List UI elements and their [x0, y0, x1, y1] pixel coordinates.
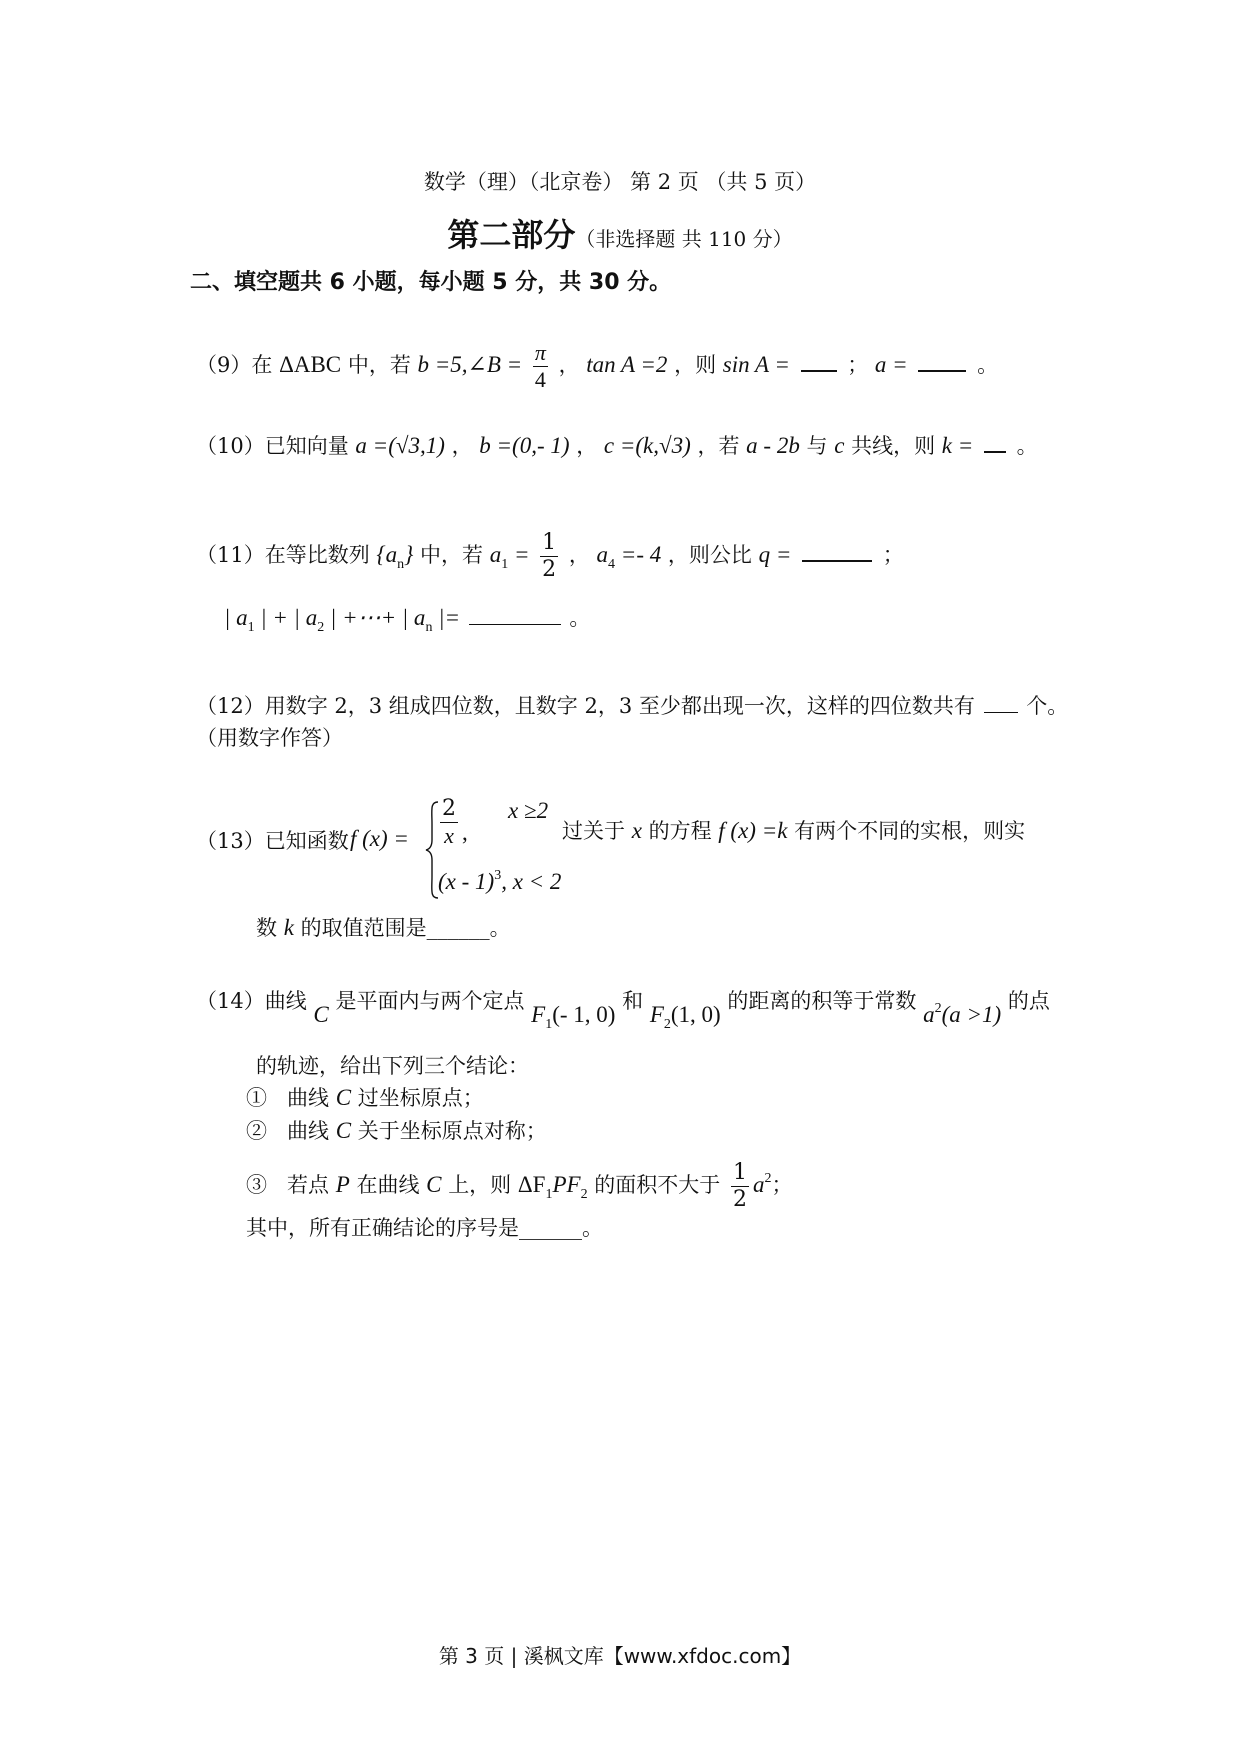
- page-footer: 第 3 页 | 溪枫文库【www.xfdoc.com】: [438, 1644, 802, 1668]
- q14-c2-b: 关于坐标原点对称；: [357, 1119, 547, 1143]
- q9-fraction-num: π: [534, 340, 546, 365]
- q9-comma: ，: [558, 353, 580, 377]
- q14-F1-coord: (- 1, 0): [552, 1002, 616, 1027]
- q13-case2-cond: , x < 2: [501, 869, 562, 894]
- q14-final-text: 其中，所有正确结论的序号是: [246, 1216, 519, 1240]
- question-9: [196, 340, 998, 393]
- q13-text1: 过关于: [562, 819, 625, 843]
- q14-c1-C: C: [335, 1085, 352, 1110]
- question-11-sum: [224, 602, 590, 636]
- q14-c3-b: 在曲线: [356, 1173, 420, 1197]
- q13-end: 。: [489, 916, 511, 940]
- q11-sum-start: | a: [224, 605, 248, 630]
- q11-seq-close: }: [404, 542, 414, 567]
- q14-c3-P: P: [335, 1172, 350, 1197]
- q14-F2-coord: (1, 0): [670, 1002, 721, 1027]
- question-12: [196, 690, 1068, 720]
- question-10: [196, 430, 1038, 460]
- q10-blank[interactable]: [984, 433, 1006, 453]
- q14-c3-fden: 2: [732, 1187, 747, 1212]
- q13-rest: [562, 815, 1025, 845]
- q9-semicolon: ；: [847, 353, 869, 377]
- q12-text: （12）用数字 2，3 组成四位数，且数字 2，3 至少都出现一次，这样的四位数共有: [196, 694, 975, 718]
- q14-conclusion-3: [246, 1160, 792, 1213]
- q13-case2-sup: 3: [494, 868, 502, 883]
- q14-C: C: [313, 1002, 329, 1027]
- q11-end: ；: [882, 543, 904, 567]
- q13-x: x: [631, 818, 642, 843]
- q14-conclusion-1: [246, 1082, 484, 1112]
- q11-sum-mid1: | + | a: [254, 605, 318, 630]
- q9-blank-a[interactable]: [918, 352, 966, 372]
- q13-number: （13）已知函数: [196, 829, 349, 853]
- q10-if: ，若: [697, 434, 740, 458]
- q14-c3-s2: 2: [580, 1187, 588, 1202]
- q13-line2-b: 的取值范围是: [300, 916, 427, 940]
- q14-F2: F: [649, 1002, 664, 1027]
- q10-with: 与: [806, 434, 828, 458]
- q14-c3-mark: ③: [246, 1173, 267, 1197]
- q14-c3-c: 上，则: [448, 1173, 512, 1197]
- q11-seq: {a: [376, 542, 398, 567]
- q14-F1: F: [531, 1002, 546, 1027]
- q14-c3-a2: a: [752, 1172, 765, 1197]
- q11-number: （11）在等比数列: [196, 543, 370, 567]
- q11-a4-sub: 4: [608, 557, 616, 572]
- q11-sum-subn: n: [425, 620, 433, 635]
- q9-then: ，则: [674, 353, 717, 377]
- q12-end: 个。: [1026, 694, 1069, 718]
- q10-expr: a - 2b: [746, 433, 800, 458]
- question-12-note: （用数字作答）: [196, 726, 343, 750]
- q14-c3-d: 的面积不大于: [594, 1173, 721, 1197]
- q13-line2-a: 数: [256, 916, 277, 940]
- q14-a2-sup: 2: [934, 1001, 942, 1016]
- q14-final-end: 。: [582, 1216, 603, 1240]
- q9-number: （9）在: [196, 353, 273, 377]
- q10-k: k =: [941, 433, 974, 458]
- q11-sum-sub1: 1: [247, 620, 255, 635]
- q9-tan: tan A =2: [586, 352, 668, 377]
- q13-case1-comma: ,: [462, 820, 468, 845]
- q11-fraction-den: 2: [542, 557, 557, 582]
- q9-sin: sin A =: [722, 352, 790, 377]
- q14-c2-a: 曲线: [287, 1119, 330, 1143]
- q11-a4: a: [596, 542, 609, 567]
- q11-a1: a: [489, 542, 502, 567]
- q9-fraction: [533, 340, 548, 393]
- question-11: [196, 530, 904, 583]
- q14-c3-fnum: 1: [732, 1160, 747, 1185]
- q13-text2: 的方程: [648, 819, 712, 843]
- q14-c3-C: C: [426, 1172, 442, 1197]
- q10-vector-c: c =(k,√3): [603, 433, 691, 458]
- q13-case2: (x - 1): [438, 869, 495, 894]
- q14-F2-sub: 2: [663, 1017, 671, 1032]
- q12-blank[interactable]: [984, 694, 1018, 713]
- q9-blank-sin[interactable]: [801, 352, 837, 372]
- q11-blank-q[interactable]: [802, 542, 872, 562]
- q14-and: 和: [622, 989, 644, 1013]
- q11-a1-sub: 1: [501, 557, 509, 572]
- q14-c3-end: ；: [771, 1173, 793, 1197]
- section-heading: 二、填空题共 6 小题，每小题 5 分，共 30 分。: [190, 270, 672, 295]
- q14-c2-mark: ②: [246, 1119, 267, 1143]
- q11-ratio-text: ，则公比: [667, 543, 752, 567]
- q14-text1: 是平面内与两个定点: [335, 989, 525, 1013]
- q14-c3-s1: 1: [545, 1187, 553, 1202]
- q11-blank-sum[interactable]: [469, 606, 561, 625]
- page-subtitle: 数学（理）（北京卷） 第 2 页 （共 5 页）: [423, 170, 817, 194]
- q14-text3: 的距离的积等于常数: [727, 989, 917, 1013]
- q14-c3-a2sup: 2: [764, 1171, 772, 1186]
- q14-c2-C: C: [335, 1118, 352, 1143]
- q13-case1-cond: x ≥2: [508, 798, 549, 823]
- q13-case1-fraction: [440, 796, 458, 849]
- q10-vector-a: a =(√3,1): [355, 433, 445, 458]
- q9-text: 中，若: [347, 353, 411, 377]
- q13-case1-den: x: [444, 823, 454, 848]
- q13-blank[interactable]: ______: [426, 916, 490, 940]
- q11-eq1: =: [508, 542, 530, 567]
- q13-text3: 有两个不同的实根，则实: [794, 819, 1026, 843]
- q14-c3-tri: ΔF: [517, 1172, 546, 1197]
- q11-eq2: =- 4: [615, 542, 662, 567]
- q13-k: k: [283, 915, 294, 940]
- q10-collinear: 共线，则: [851, 434, 936, 458]
- q14-F1-sub: 1: [545, 1017, 553, 1032]
- q11-sum-end: |=: [432, 605, 461, 630]
- q9-condition: b =5,∠B =: [417, 352, 523, 377]
- q13-line2: [256, 912, 511, 942]
- q13-equation: f (x) =k: [718, 818, 788, 843]
- question-14: [196, 985, 1050, 1032]
- part-title: 第二部分: [447, 216, 576, 254]
- part-note: （非选择题 共 110 分）: [575, 227, 793, 251]
- q10-c: c: [834, 433, 845, 458]
- q11-q: q =: [758, 542, 792, 567]
- q10-comma2: ，: [576, 434, 598, 458]
- q14-c3-fraction: [731, 1160, 749, 1213]
- q11-comma: ，: [568, 543, 590, 567]
- q11-end2: 。: [569, 606, 591, 630]
- q9-a: a =: [874, 352, 908, 377]
- q14-conclusion-2: [246, 1115, 547, 1145]
- q10-vector-b: b =(0,- 1): [479, 433, 570, 458]
- q9-fraction-den: 4: [534, 367, 546, 392]
- q13-f: f (x) =: [350, 826, 409, 851]
- q14-c1-mark: ①: [246, 1086, 267, 1110]
- q10-end: 。: [1016, 434, 1038, 458]
- q14-a2-cond: (a >1): [941, 1002, 1002, 1027]
- q13-case1-num: 2: [442, 796, 456, 821]
- q14-text4: 的点: [1007, 989, 1050, 1013]
- q14-line2: 的轨迹，给出下列三个结论：: [256, 1054, 529, 1078]
- q11-sum-mid2: | +⋯+ | a: [324, 605, 426, 630]
- q10-comma1: ，: [451, 434, 473, 458]
- q9-end: 。: [977, 353, 999, 377]
- q14-c3-mid: PF: [552, 1172, 581, 1197]
- q14-c3-a: 若点: [287, 1173, 330, 1197]
- q14-c1-b: 过坐标原点；: [357, 1086, 484, 1110]
- q11-text: 中，若: [420, 543, 484, 567]
- q11-seq-sub: n: [397, 557, 405, 572]
- q11-fraction: [540, 530, 558, 583]
- q10-number: （10）已知向量: [196, 434, 349, 458]
- part-title-line: [0, 210, 1240, 256]
- q9-triangle: ΔABC: [279, 352, 342, 377]
- q14-final-blank[interactable]: ______: [519, 1216, 582, 1240]
- q11-fraction-num: 1: [542, 530, 557, 555]
- q14-c1-a: 曲线: [287, 1086, 330, 1110]
- q14-final: [246, 1212, 603, 1242]
- q14-a2: a: [923, 1002, 935, 1027]
- q11-sum-sub2: 2: [317, 620, 325, 635]
- q14-number: （14）曲线: [196, 989, 307, 1013]
